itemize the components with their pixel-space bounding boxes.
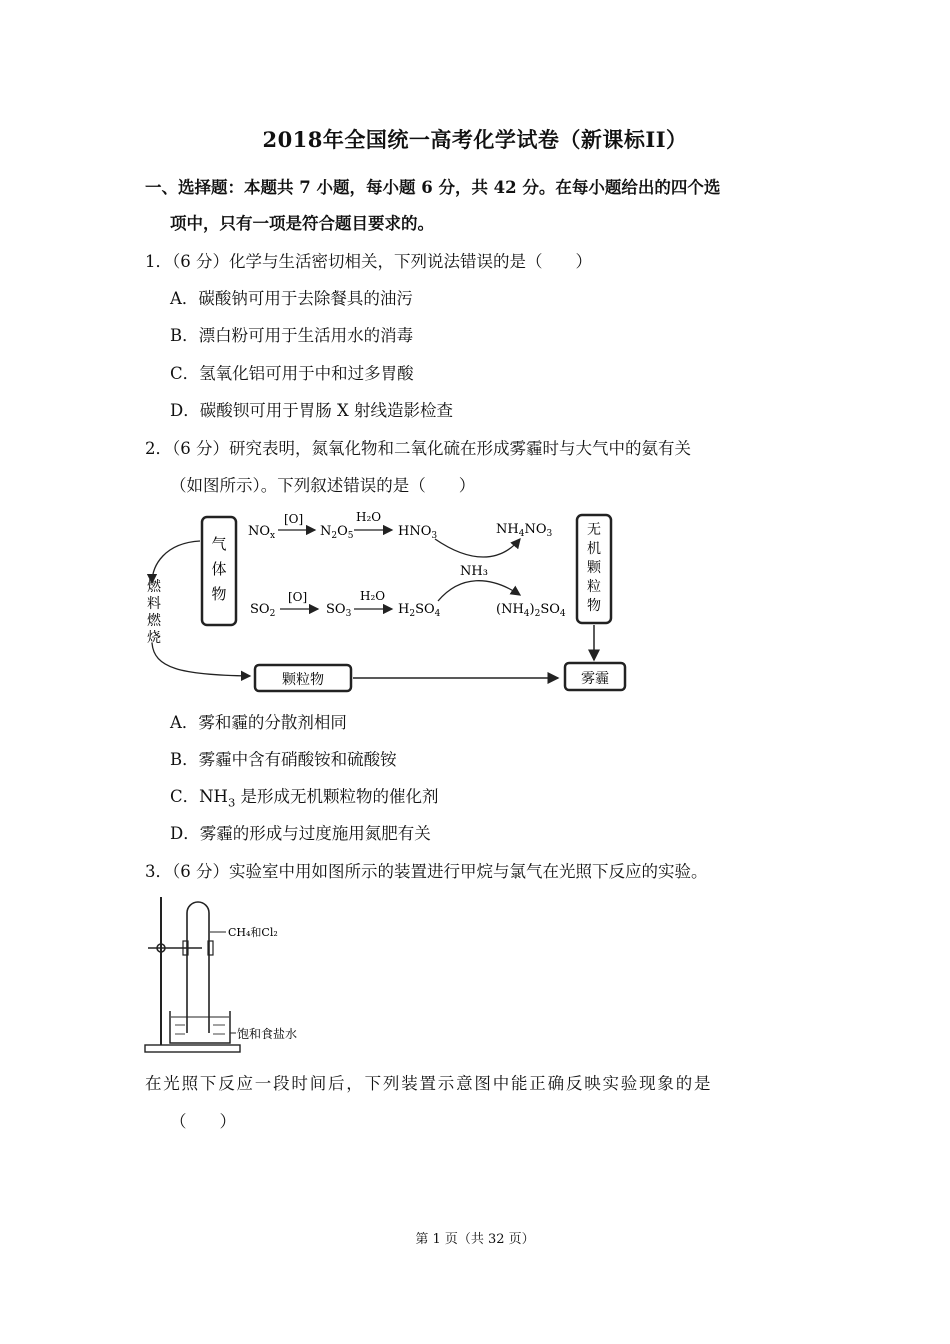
so2-formula: $SO_2$ bbox=[250, 602, 276, 619]
so3-formula: $SO_3$ bbox=[326, 602, 352, 619]
nh4-2so4-formula: $(NH_4)_2SO_4$ bbox=[496, 602, 566, 619]
test-tube bbox=[187, 902, 209, 1033]
page-title: 2018年全国统一高考化学试卷（新课标II） bbox=[262, 127, 688, 152]
hno3-formula: $HNO_3$ bbox=[398, 524, 438, 541]
q2-haze-diagram bbox=[140, 503, 640, 698]
water-trough bbox=[170, 1011, 230, 1043]
q2-option-d: D．雾霾的形成与过度施用氮肥有关 bbox=[170, 824, 431, 843]
no-x-formula: $NO_x$ bbox=[248, 524, 276, 541]
no-row-water-label: H₂O bbox=[356, 510, 382, 524]
section-heading-line1: 一、选择题：本题共 7 小题，每小题 6 分，共 42 分。在每小题给出的四个选 bbox=[145, 178, 721, 197]
so-row-water-label: H₂O bbox=[360, 589, 386, 603]
q1-option-c: C．氢氧化铝可用于中和过多胃酸 bbox=[170, 364, 414, 383]
haze-label: 雾霾 bbox=[581, 671, 609, 687]
q1-option-d: D．碳酸钡可用于胃肠 X 射线造影检查 bbox=[170, 401, 453, 420]
q3-after-text-line2: （ ） bbox=[170, 1112, 236, 1131]
q3-apparatus-figure bbox=[140, 893, 340, 1058]
fuel-combustion-label: 燃料燃烧 bbox=[147, 579, 161, 646]
gas-box-label: 气体物 bbox=[211, 535, 227, 603]
hno3-to-nh4no3-arrow bbox=[435, 539, 520, 557]
q1-stem: 1．（6 分）化学与生活密切相关，下列说法错误的是（ ） bbox=[145, 252, 592, 271]
particles-label: 颗粒物 bbox=[282, 672, 324, 688]
stand-base bbox=[145, 1045, 240, 1052]
q1-option-b: B．漂白粉可用于生活用水的消毒 bbox=[170, 326, 414, 345]
q2-stem-line2: （如图所示）。下列叙述错误的是（ ） bbox=[170, 476, 476, 495]
q3-stem: 3．（6 分）实验室中用如图所示的装置进行甲烷与氯气在光照下反应的实验。 bbox=[145, 862, 708, 881]
arrow-to-particles bbox=[152, 643, 250, 676]
n2o5-formula: $N_2O_5$ bbox=[320, 524, 354, 541]
q2-option-b: B．雾霾中含有硝酸铵和硫酸铵 bbox=[170, 750, 397, 769]
section-heading-line2: 项中，只有一项是符合题目要求的。 bbox=[170, 214, 434, 233]
h2so4-to-nh4so4-arrow bbox=[438, 581, 520, 601]
nh4no3-formula: $NH_4NO_3$ bbox=[496, 522, 553, 539]
no-row-oxygen-label: [O] bbox=[284, 512, 304, 526]
q2-option-c: C．$NH_3$ 是形成无机颗粒物的催化剂 bbox=[170, 787, 439, 810]
gas-label: CH₄和Cl₂ bbox=[228, 926, 278, 939]
q1-option-a: A．碳酸钠可用于去除餐具的油污 bbox=[170, 289, 413, 308]
so-row-oxygen-label: [O] bbox=[288, 590, 308, 604]
q2-stem-line1: 2．（6 分）研究表明，氮氧化物和二氧化硫在形成雾霾时与大气中的氨有关 bbox=[145, 439, 691, 458]
water-label: 饱和食盐水 bbox=[237, 1027, 298, 1041]
h2so4-formula: $H_2SO_4$ bbox=[398, 602, 441, 619]
inorganic-particles-label: 无机颗粒物 bbox=[587, 522, 601, 614]
q2-option-a: A．雾和霾的分散剂相同 bbox=[170, 713, 347, 732]
page-footer: 第 1 页（共 32 页） bbox=[415, 1232, 535, 1247]
nh3-label: NH₃ bbox=[460, 564, 488, 579]
q3-after-text-line1: 在光照下反应一段时间后，下列装置示意图中能正确反映实验现象的是 bbox=[145, 1074, 713, 1093]
arrow-to-gas bbox=[152, 541, 200, 583]
